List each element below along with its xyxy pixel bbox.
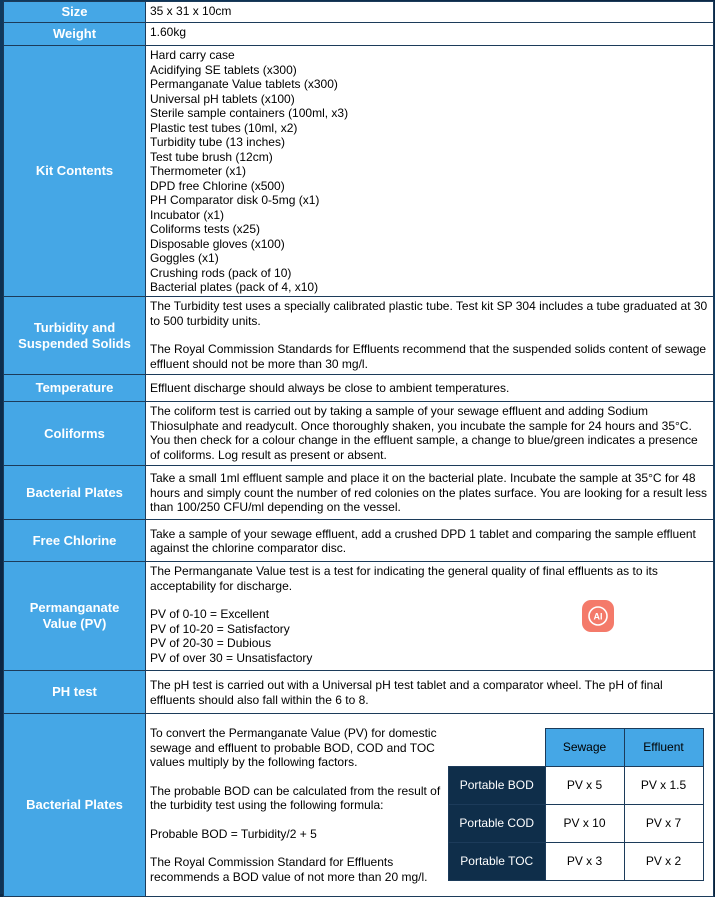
conversion-paragraph: To convert the Permanganate Value (PV) for domestic sewage and effluent to probable BOD, COD and TOC values multiply by the following factors. <box>150 726 437 769</box>
conversion-row <box>449 767 704 805</box>
label-kit-contents: Kit Contents <box>4 46 146 297</box>
conversion-cell: PV x 7 <box>624 805 703 843</box>
kit-item: Incubator (x1) <box>150 207 225 222</box>
kit-item: Test tube brush (12cm) <box>150 149 273 164</box>
row-bacterial-plates <box>4 466 714 520</box>
label-turbidity-line2: Suspended Solids <box>18 335 131 351</box>
value-ph-test: The pH test is carried out with a Universal pH test tablet and a comparator wheel. The pH of final effluents should also fall within the 6 to 8. <box>146 671 714 714</box>
kit-item: Universal pH tablets (x100) <box>150 91 295 106</box>
row-weight <box>4 23 714 46</box>
conversion-row <box>449 843 704 881</box>
pv-level: PV of 20-30 = Dubious <box>150 636 272 650</box>
label-turbidity-line1: Turbidity and <box>33 319 116 335</box>
pv-level: PV of 0-10 = Excellent <box>150 607 270 621</box>
conversion-header-effluent: Effluent <box>624 729 703 767</box>
value-turbidity <box>146 297 714 375</box>
kit-item: Bacterial plates (pack of 4, x10) <box>150 280 319 294</box>
conversion-header-row <box>449 729 704 767</box>
row-free-chlorine <box>4 520 714 562</box>
value-permanganate <box>146 562 714 671</box>
conversion-row-label: Portable COD <box>449 805 546 843</box>
kit-item: Disposable gloves (x100) <box>150 236 285 251</box>
conversion-cell: PV x 2 <box>624 843 703 881</box>
conversion-cell: PV x 1.5 <box>624 767 703 805</box>
row-ph-test <box>4 671 714 714</box>
kit-item: Thermometer (x1) <box>150 164 247 178</box>
ai-icon <box>587 605 609 627</box>
conversion-cell: PV x 3 <box>545 843 624 881</box>
kit-item: Permanganate Value tablets (x300) <box>150 77 338 91</box>
bod-formula: Probable BOD = Turbidity/2 + 5 <box>150 826 317 841</box>
pv-level: PV of 10-20 = Satisfactory <box>150 621 290 636</box>
kit-item: Plastic test tubes (10ml, x2) <box>150 120 298 135</box>
value-weight: 1.60kg <box>146 23 714 46</box>
conversion-cell: PV x 10 <box>545 805 624 843</box>
kit-item: Hard carry case <box>150 48 235 62</box>
label-permanganate <box>4 562 146 671</box>
label-weight: Weight <box>4 23 146 46</box>
value-size: 35 x 31 x 10cm <box>146 2 714 23</box>
spec-table <box>3 1 714 897</box>
kit-item: Goggles (x1) <box>150 251 219 265</box>
row-coliforms <box>4 402 714 466</box>
conversion-row <box>449 805 704 843</box>
label-turbidity <box>4 297 146 375</box>
label-bacterial-plates-conversion: Bacterial Plates <box>4 714 146 897</box>
conversion-corner <box>449 729 546 767</box>
label-permanganate-line1: Permanganate <box>29 600 120 615</box>
kit-item: Turbidity tube (13 inches) <box>150 135 285 149</box>
kit-item: Crushing rods (pack of 10) <box>150 265 292 280</box>
kit-item: Sterile sample containers (100ml, x3) <box>150 106 349 120</box>
label-size: Size <box>4 2 146 23</box>
row-temperature <box>4 375 714 402</box>
pv-level: PV of over 30 = Unsatisfactory <box>150 650 313 665</box>
row-bacterial-plates-conversion <box>4 714 714 897</box>
row-size <box>4 2 714 23</box>
ai-badge-text: AI <box>593 611 603 622</box>
ai-assistant-button[interactable] <box>582 600 614 632</box>
row-turbidity <box>4 297 714 375</box>
kit-item: PH Comparator disk 0-5mg (x1) <box>150 193 320 207</box>
turbidity-paragraph: The Turbidity test uses a specially calibrated plastic tube. Test kit SP 304 includes a tube graduated at 30 to 500 turbidity units. <box>150 299 708 328</box>
conversion-header-sewage: Sewage <box>545 729 624 767</box>
row-kit-contents <box>4 46 714 297</box>
label-coliforms: Coliforms <box>4 402 146 466</box>
label-bacterial-plates: Bacterial Plates <box>4 466 146 520</box>
conversion-row-label: Portable TOC <box>449 843 546 881</box>
label-ph-test: PH test <box>4 671 146 714</box>
pv-paragraph: The Permanganate Value test is a test for indicating the general quality of final effluents as to its acceptability for discharge. <box>150 564 658 593</box>
kit-item: Coliforms tests (x25) <box>150 222 261 236</box>
conversion-table <box>448 728 704 881</box>
value-free-chlorine: Take a sample of your sewage effluent, add a crushed DPD 1 tablet and comparing the sample effluent against the chlorine comparator disc. <box>146 520 714 562</box>
value-coliforms: The coliform test is carried out by taking a sample of your sewage effluent and adding Sodium Thiosulphate and readycult. Once thoroughly shaken, you incubate the sample for 24 hours and 35°C. You then check for a colour change in the effluent sample, a change to blue/green indicates a presence of coliforms. Log result as present or absent. <box>146 402 714 466</box>
value-bacterial-plates-conversion <box>146 714 714 897</box>
label-free-chlorine: Free Chlorine <box>4 520 146 562</box>
kit-item: Acidifying SE tablets (x300) <box>150 62 297 77</box>
value-kit-contents <box>146 46 714 297</box>
bod-standard-paragraph: The Royal Commission Standard for Effluents recommends a BOD value of not more than 20 mg/l. <box>150 855 428 884</box>
conversion-cell: PV x 5 <box>545 767 624 805</box>
conversion-row-label: Portable BOD <box>449 767 546 805</box>
value-bacterial-plates: Take a small 1ml effluent sample and place it on the bacterial plate. Incubate the sample at 35°C for 48 hours and simply count the number of red colonies on the plates surface. You are looking for a result less than 100/250 CFU/ml depending on the vessel. <box>146 466 714 520</box>
label-permanganate-line2: Value (PV) <box>42 616 107 631</box>
value-temperature: Effluent discharge should always be close to ambient temperatures. <box>146 375 714 402</box>
bod-formula-intro: The probable BOD can be calculated from the result of the turbidity test using the following formula: <box>150 783 441 812</box>
turbidity-standard-paragraph: The Royal Commission Standards for Effluents recommend that the suspended solids content of sewage effluent should not be more than 30 mg/l. <box>150 342 707 371</box>
kit-item: DPD free Chlorine (x500) <box>150 178 285 193</box>
label-temperature: Temperature <box>4 375 146 402</box>
